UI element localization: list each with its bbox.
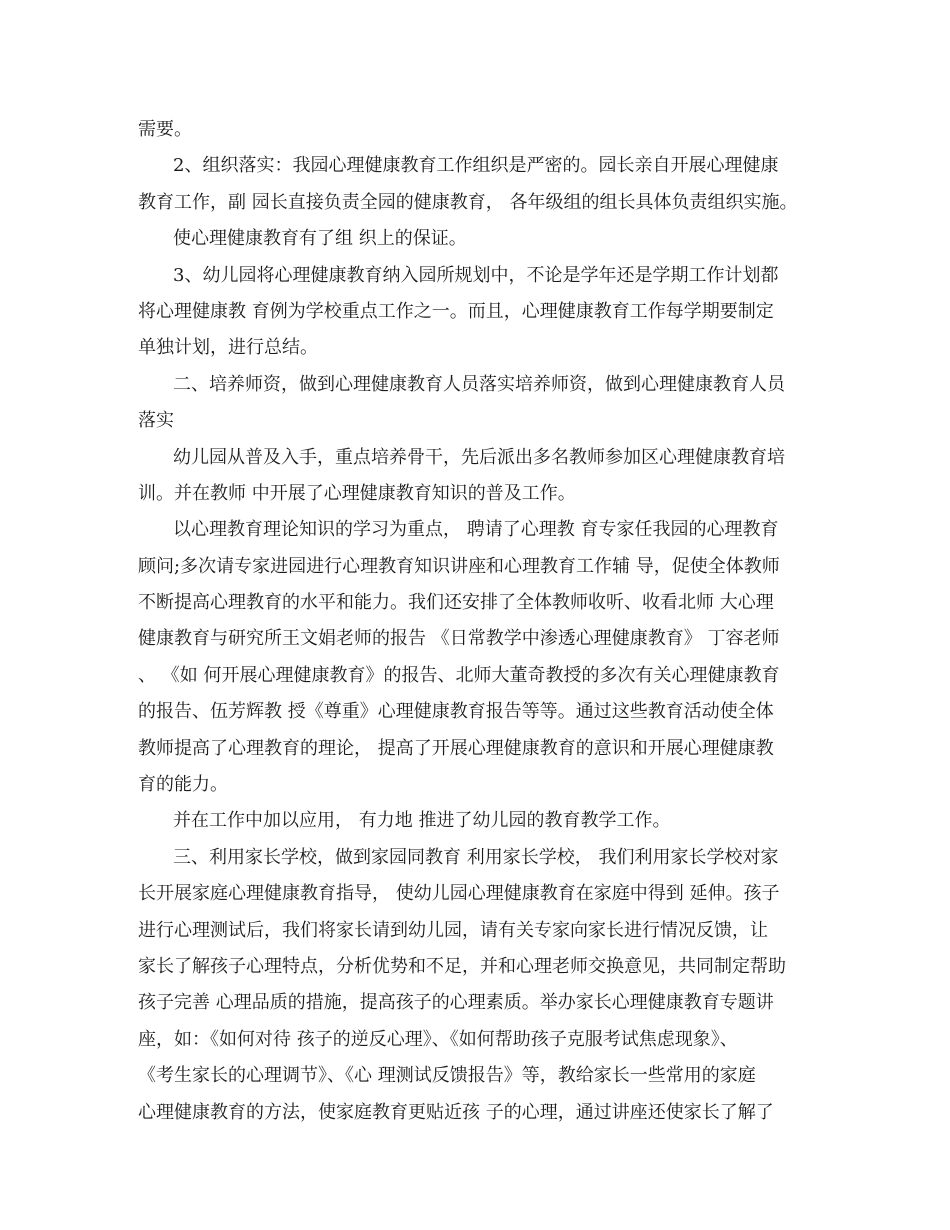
text-line: 家长了解孩子心理特点，分析优势和不足，并和心理老师交换意见，共同制定帮助 bbox=[138, 955, 786, 977]
text-line: 单独计划，进行总结。 bbox=[138, 337, 318, 359]
text-line: 长开展家庭心理健康教育指导， 使幼儿园心理健康教育在家庭中得到 延伸。孩子 bbox=[138, 883, 780, 905]
text-line: 的报告、伍芳辉教 授《尊重》心理健康教育报告等等。通过这些教育活动使全体 bbox=[138, 701, 774, 723]
text-line: 教育工作，副 园长直接负责全园的健康教育， 各年级组的组长具体负责组织实施。 bbox=[138, 191, 798, 213]
text-line: 育的能力。 bbox=[138, 774, 228, 796]
text-line: 心理健康教育的方法，使家庭教育更贴近孩 子的心理，通过讲座还使家长了解了 bbox=[138, 1101, 774, 1123]
text-line: 落实 bbox=[138, 410, 174, 432]
text-line: 需要。 bbox=[138, 119, 192, 140]
text-line: 以心理教育理论知识的学习为重点， 聘请了心理教 育专家任我园的心理教育 bbox=[173, 519, 779, 541]
text-line: 幼儿园从普及入手，重点培养骨干，先后派出多名教师参加区心理健康教育培 bbox=[173, 446, 785, 468]
text-line: 3、幼儿园将心理健康教育纳入园所规划中，不论是学年还是学期工作计划都 bbox=[173, 264, 779, 286]
text-line: 健康教育与研究所王文娟老师的报告 《日常教学中渗透心理健康教育》 丁容老师 bbox=[138, 628, 780, 650]
text-line: 顾问;多次请专家进园进行心理教育知识讲座和心理教育工作辅 导，促使全体教师 bbox=[138, 555, 780, 577]
text-line: 二、培养师资，做到心理健康教育人员落实培养师资，做到心理健康教育人员 bbox=[173, 373, 785, 395]
text-line: 三、利用家长学校，做到家园同教育 利用家长学校， 我们利用家长学校对家 bbox=[173, 846, 779, 868]
text-line: 、 《如 何开展心理健康教育》的报告、北师大董奇教授的多次有关心理健康教育 bbox=[138, 664, 780, 686]
text-line: 将心理健康教 育例为学校重点工作之一。而且，心理健康教育工作每学期要制定 bbox=[138, 300, 774, 322]
text-line: 训。并在教师 中开展了心理健康教育知识的普及工作。 bbox=[138, 482, 576, 504]
text-line: 《考生家长的心理调节》、《心 理测试反馈报告》等，教给家长一些常用的家庭 bbox=[138, 1065, 756, 1087]
text-line: 2、组织落实：我园心理健康教育工作组织是严密的。园长亲自开展心理健康 bbox=[173, 155, 779, 177]
text-line: 进行心理测试后，我们将家长请到幼儿园，请有关专家向家长进行情况反馈，让 bbox=[138, 919, 768, 941]
text-line: 教师提高了心理教育的理论， 提高了开展心理健康教育的意识和开展心理健康教 bbox=[138, 737, 774, 759]
text-line: 座，如：《如何对待 孩子的逆反心理》、《如何帮助孩子克服考试焦虑现象》、 bbox=[138, 1028, 738, 1050]
text-line: 不断提高心理教育的水平和能力。我们还安排了全体教师收听、收看北师 大心理 bbox=[138, 592, 774, 614]
text-line: 使心理健康教育有了组 织上的保证。 bbox=[173, 228, 467, 250]
document-body bbox=[138, 112, 828, 1131]
text-line: 并在工作中加以应用， 有力地 推进了幼儿园的教育教学工作。 bbox=[173, 810, 671, 832]
text-line: 孩子完善 心理品质的措施，提高孩子的心理素质。举办家长心理健康教育专题讲 bbox=[138, 992, 774, 1014]
